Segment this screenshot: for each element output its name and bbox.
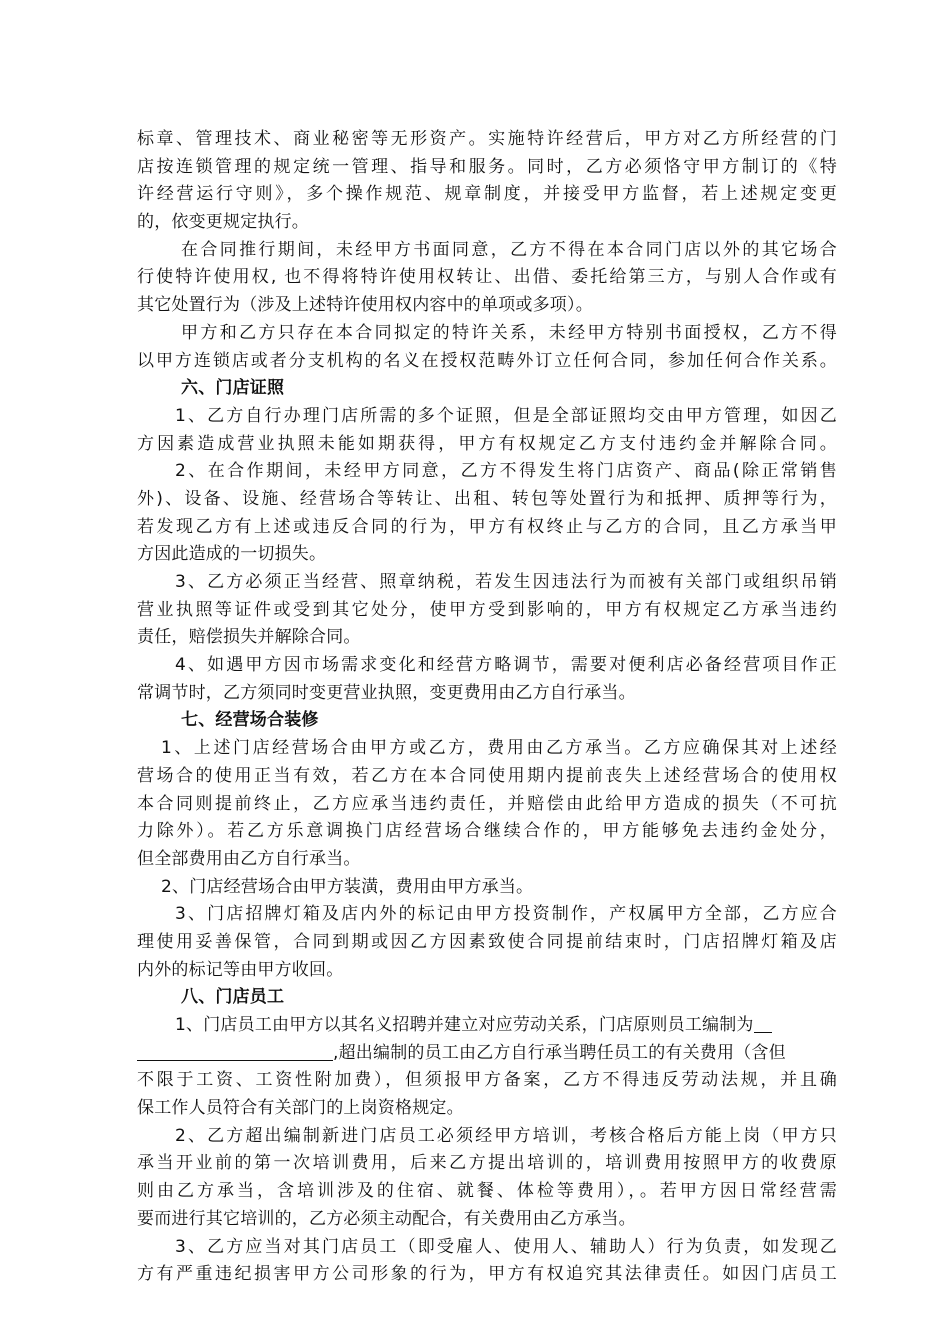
- text-line: 1、乙方自行办理门店所需的多个证照，但是全部证照均交由甲方管理，如因乙: [175, 405, 837, 426]
- text-line: 甲方和乙方只存在本合同拟定的特许关系，未经甲方特别书面授权，乙方不得: [181, 322, 837, 343]
- text-line: 但全部费用由乙方自行承当。: [137, 848, 361, 869]
- text-line: 的，依变更规定执行。: [137, 212, 309, 233]
- text-line: 方有严重违纪损害甲方公司形象的行为，甲方有权追究其法律责任。如因门店员工: [137, 1264, 837, 1285]
- text-line: 在合同推行期间，未经甲方书面同意，乙方不得在本合同门店以外的其它场合: [181, 239, 837, 260]
- fill-in-blank: [754, 1014, 772, 1033]
- text-line: 标章、管理技术、商业秘密等无形资产。实施特许经营后，甲方对乙方所经营的门: [137, 129, 837, 149]
- text-line: 3、乙方应当对其门店员工（即受雇人、使用人、辅助人）行为负责，如发现乙: [175, 1236, 837, 1257]
- text-line: 许经营运行守则》，多个操作规范、规章制度，并接受甲方监督，若上述规定变更: [137, 184, 837, 205]
- text-line-with-blank: [137, 1040, 837, 1068]
- text-line: 力除外）。若乙方乐意调换门店经营场合继续合作的，甲方能够免去违约金处分，: [137, 821, 837, 842]
- text-line: 本合同则提前终止，乙方应承当违约责任，并赔偿由此给甲方造成的损失（不可抗: [137, 793, 837, 814]
- text-line: 方因此造成的一切损失。: [137, 544, 327, 565]
- text-segment: 1、门店员工由甲方以其名义招聘并建立对应劳动关系，门店原则员工编制为: [175, 1015, 754, 1035]
- text-line: 外)、设备、设施、经营场合等转让、出租、转包等处置行为和抵押、质押等行为，: [137, 488, 837, 509]
- text-line: 2、门店经营场合由甲方装潢，费用由甲方承当。: [161, 876, 534, 897]
- text-line: 责任，赔偿损失并解除合同。: [137, 627, 361, 648]
- text-line: 若发现乙方有上述或违反合同的行为，甲方有权终止与乙方的合同，且乙方承当甲: [137, 516, 837, 537]
- text-line: 2、乙方超出编制新进门店员工必须经甲方培训，考核合格后方能上岗（甲方只: [175, 1125, 837, 1146]
- text-line: 2、在合作期间，未经甲方同意，乙方不得发生将门店资产、商品(除正常销售: [175, 461, 837, 482]
- fill-in-blank: [137, 1042, 333, 1061]
- text-line: 承当开业前的第一次培训费用，后来乙方提出培训的，培训费用按照甲方的收费原: [137, 1153, 837, 1174]
- text-line: 行使特许使用权, 也不得将特许使用权转让、出借、委托给第三方，与别人合作或有: [137, 267, 837, 288]
- text-line: 方因素造成营业执照未能如期获得，甲方有权规定乙方支付违约金并解除合同。: [137, 433, 837, 454]
- text-line: 不限于工资、工资性附加费），但须报甲方备案，乙方不得违反劳动法规，并且确: [137, 1070, 837, 1091]
- text-line: 内外的标记等由甲方收回。: [137, 959, 344, 980]
- text-line: 3、门店招牌灯箱及店内外的标记由甲方投资制作，产权属甲方全部，乙方应合: [175, 904, 837, 925]
- text-line: 理使用妥善保管，合同到期或因乙方因素致使合同提前结束时，门店招牌灯箱及店: [137, 931, 837, 952]
- text-line: 则由乙方承当，含培训涉及的住宿、就餐、体检等费用），。若甲方因日常经营需: [137, 1181, 837, 1202]
- section-heading: 六、门店证照: [181, 378, 285, 399]
- text-line: 店按连锁管理的规定统一管理、指导和服务。同时，乙方必须恪守甲方制订的《特: [137, 156, 837, 177]
- text-line: 保工作人员符合有关部门的上岗资格规定。: [137, 1098, 464, 1119]
- text-line-with-blank: [137, 1012, 837, 1040]
- text-line: 常调节时，乙方须同时变更营业执照，变更费用由乙方自行承当。: [137, 682, 636, 703]
- text-line: 营场合的使用正当有效，若乙方在本合同使用期内提前丧失上述经营场合的使用权: [137, 765, 837, 786]
- text-line: 3、乙方必须正当经营、照章纳税，若发生因违法行为而被有关部门或组织吊销: [175, 572, 837, 592]
- section-heading: 八、门店员工: [181, 987, 285, 1008]
- document-body: [137, 126, 837, 1289]
- section-heading: 七、经营场合装修: [181, 710, 319, 731]
- text-segment: ,超出编制的员工由乙方自行承当聘任员工的有关费用（含但: [333, 1042, 786, 1063]
- text-line: 4、如遇甲方因市场需求变化和经营方略调节，需要对便利店必备经营项目作正: [175, 655, 837, 676]
- text-line: 营业执照等证件或受到其它处分，使甲方受到影响的，甲方有权规定乙方承当违约: [137, 599, 837, 620]
- text-line: 其它处置行为（涉及上述特许使用权内容中的单项或多项）。: [137, 295, 593, 316]
- text-line: 以甲方连锁店或者分支机构的名义在授权范畴外订立任何合同，参加任何合作关系。: [137, 350, 837, 371]
- text-line: 要而进行其它培训的，乙方必须主动配合，有关费用由乙方承当。: [137, 1208, 636, 1229]
- text-line: 1、上述门店经营场合由甲方或乙方，费用由乙方承当。乙方应确保其对上述经: [161, 738, 837, 759]
